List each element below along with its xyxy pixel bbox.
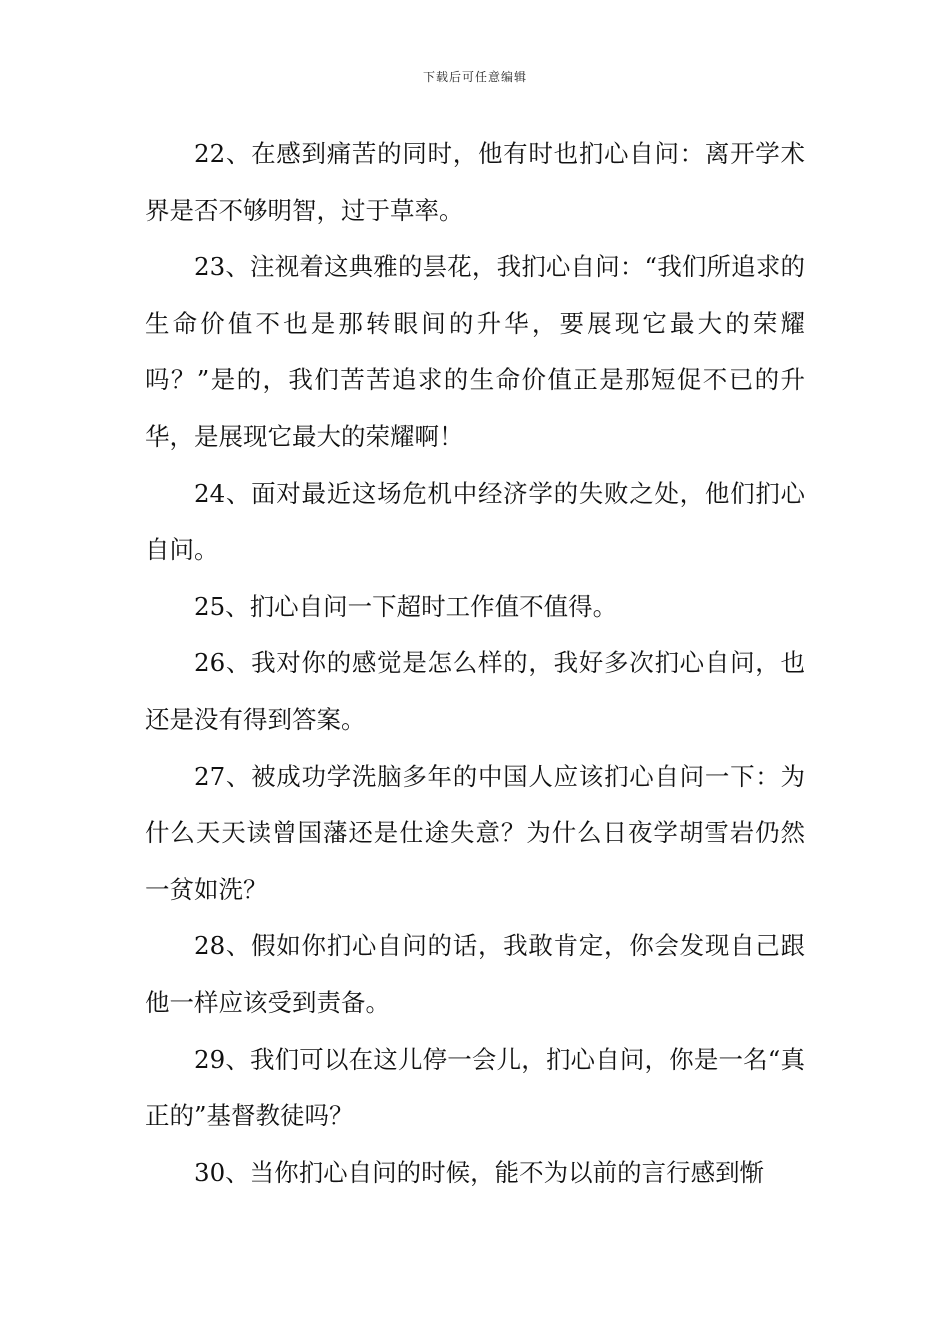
paragraph-25: 25、扪心自问一下超时工作值不值得。 bbox=[194, 591, 618, 621]
paragraph-27: 27、被成功学洗脑多年的中国人应该扪心自问一下：为什么天天读曾国藩还是仕途失意？为什么日夜学胡雪岩仍然一贫如洗？ bbox=[145, 761, 805, 904]
paragraph-24: 24、面对最近这场危机中经济学的失败之处，他们扪心自问。 bbox=[145, 478, 805, 565]
paragraph-28: 28、假如你扪心自问的话，我敢肯定，你会发现自己跟他一样应该受到责备。 bbox=[145, 931, 805, 1017]
paragraph-26: 26、我对你的感觉是怎么样的，我好多次扪心自问，也还是没有得到答案。 bbox=[145, 648, 805, 734]
paragraph-29: 29、我们可以在这儿停一会儿，扪心自问，你是一名“真正的”基督教徒吗？ bbox=[145, 1044, 805, 1131]
paragraph-23: 23、注视着这典雅的昙花，我扪心自问：“我们所追求的生命价值不也是那转眼间的升华，要展现它最大的荣耀吗？”是的，我们苦苦追求的生命价值正是那短促不已的升华，是展现它最大的荣耀啊！ bbox=[145, 252, 805, 451]
paragraph-22: 22、在感到痛苦的同时，他有时也扪心自问：离开学术界是否不够明智，过于草率。 bbox=[145, 139, 805, 225]
page-header: 下载后可任意编辑 bbox=[422, 70, 527, 84]
document-body bbox=[145, 126, 805, 1201]
paragraph-30: 30、当你扪心自问的时候，能不为以前的言行感到惭 bbox=[194, 1157, 765, 1187]
